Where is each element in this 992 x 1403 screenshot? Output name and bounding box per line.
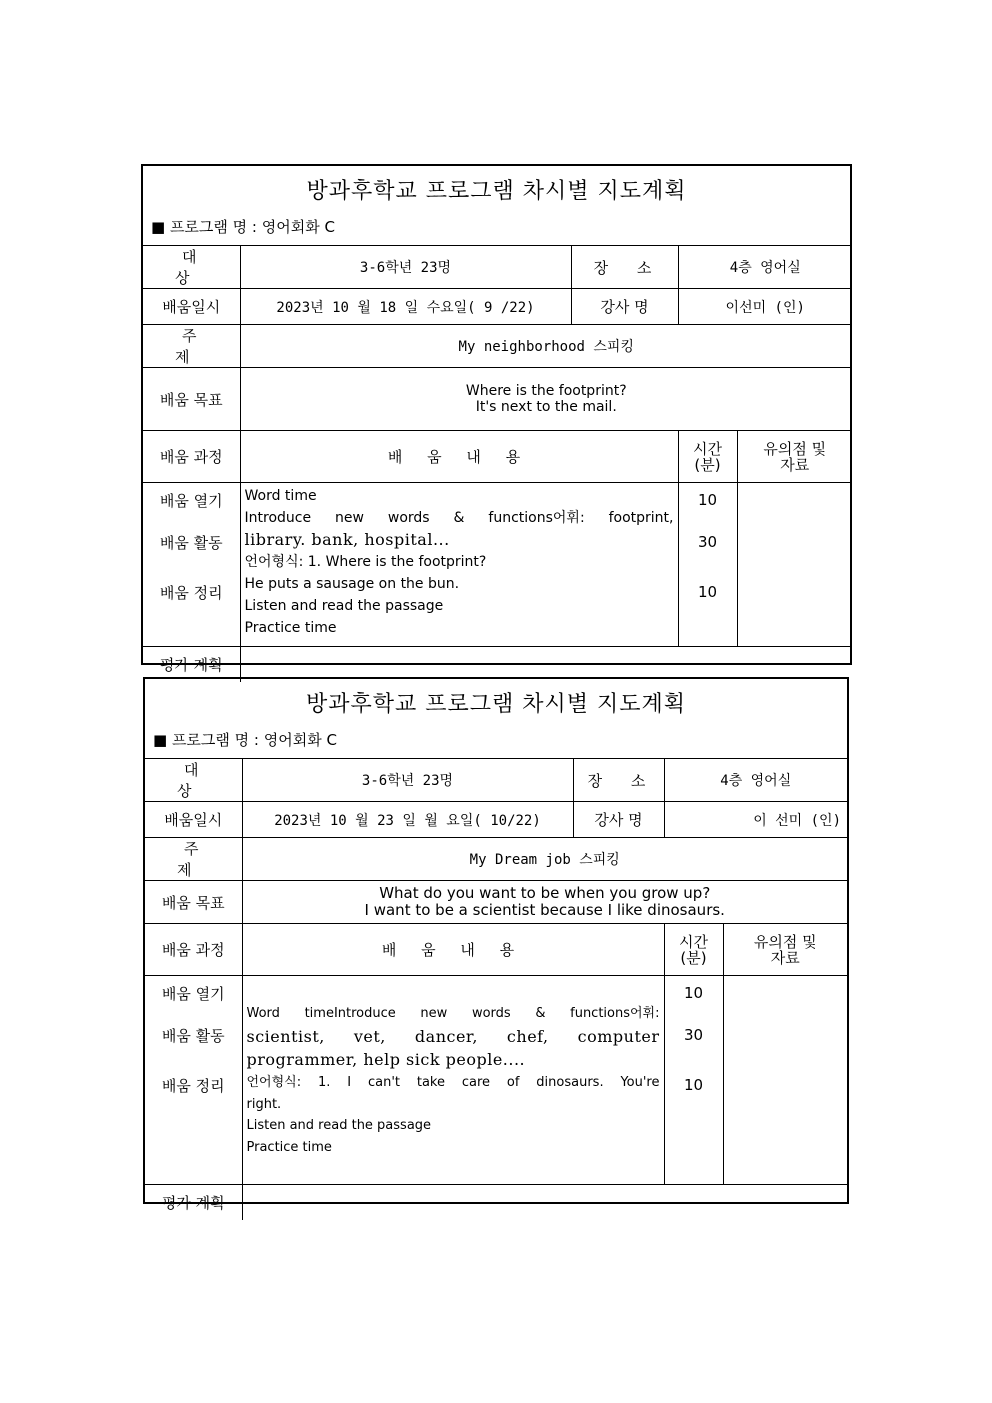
plan-title: 방과후학교 프로그램 차시별 지도계획 <box>305 692 686 717</box>
place-label: 장 소 <box>573 759 664 802</box>
date-label: 배움일시 <box>145 802 242 838</box>
plan-table <box>143 245 852 682</box>
goal-value <box>242 881 847 924</box>
notes-header: 유의점 및 자료 <box>723 924 847 976</box>
teacher-value: 이 선미 (인) <box>664 802 847 838</box>
time-header: 시간 (분) <box>664 924 723 976</box>
time-value: 10 <box>683 984 704 1002</box>
time-value: 10 <box>697 583 718 601</box>
goal-label: 배움 목표 <box>145 881 242 924</box>
target-label: 대 상 <box>145 759 242 802</box>
lesson-plan-2 <box>143 677 849 1212</box>
step-activity: 배움 활동 <box>159 533 223 552</box>
program-name: ■ 프로그램 명 : 영어회화 C <box>153 731 337 749</box>
step-wrapup: 배움 정리 <box>159 583 223 602</box>
eval-label: 평가 계획 <box>143 647 240 682</box>
date-label: 배움일시 <box>143 289 240 325</box>
content-header: 배 움 내 용 <box>240 431 678 483</box>
content-line: Introduce new words & functions어휘: footprint, <box>244 510 674 526</box>
place-value: 4층 영어실 <box>678 246 852 289</box>
notes-cell <box>723 976 847 1185</box>
lesson-content <box>242 976 664 1185</box>
content-line: 언어형식: 1. I can't take care of dinosaurs. You're <box>246 1075 660 1090</box>
goal-value <box>240 368 852 431</box>
topic-value: My Dream job 스피킹 <box>242 838 847 881</box>
goal-line: What do you want to be when you grow up? <box>379 884 711 902</box>
topic-value: My neighborhood 스피킹 <box>240 325 852 368</box>
topic-label: 주 제 <box>143 325 240 368</box>
content-line: Practice time <box>246 1140 332 1155</box>
content-line: library. bank, hospital... <box>244 530 450 549</box>
process-steps <box>143 483 240 647</box>
step-wrapup: 배움 정리 <box>161 1076 225 1095</box>
eval-value <box>242 1185 847 1220</box>
notes-cell <box>737 483 852 647</box>
plan-title: 방과후학교 프로그램 차시별 지도계획 <box>306 179 687 204</box>
lesson-content <box>240 483 678 647</box>
plan-header <box>145 679 847 758</box>
content-line: 언어형식: 1. Where is the footprint? <box>244 554 487 570</box>
program-name: ■ 프로그램 명 : 영어회화 C <box>151 218 335 236</box>
teacher-label: 강사 명 <box>573 802 664 838</box>
teacher-value: 이선미 (인) <box>678 289 852 325</box>
plan-table <box>145 758 847 1220</box>
content-line: Listen and read the passage <box>246 1118 432 1133</box>
content-line: scientist, vet, dancer, chef, computer <box>246 1027 660 1046</box>
time-value: 10 <box>683 1076 704 1094</box>
goal-line: It's next to the mail. <box>475 399 617 415</box>
lesson-plan-1 <box>141 164 852 674</box>
target-value: 3-6학년 23명 <box>242 759 573 802</box>
place-value: 4층 영어실 <box>664 759 847 802</box>
content-line: He puts a sausage on the bun. <box>244 576 460 592</box>
date-value: 2023년 10 월 23 일 월 요일( 10/22) <box>242 802 573 838</box>
time-values <box>664 976 723 1185</box>
content-header: 배 움 내 용 <box>242 924 664 976</box>
eval-label: 평가 계획 <box>145 1185 242 1220</box>
content-line: Practice time <box>244 620 337 636</box>
process-label: 배움 과정 <box>143 431 240 483</box>
place-label: 장 소 <box>571 246 678 289</box>
topic-label: 주 제 <box>145 838 242 881</box>
goal-label: 배움 목표 <box>143 368 240 431</box>
plan-header <box>143 166 850 245</box>
content-line: right. <box>246 1097 282 1112</box>
process-steps <box>145 976 242 1185</box>
content-line: programmer, help sick people.... <box>246 1050 526 1069</box>
teacher-label: 강사 명 <box>571 289 678 325</box>
content-line: Listen and read the passage <box>244 598 444 614</box>
step-opening: 배움 열기 <box>159 491 223 510</box>
time-value: 30 <box>683 1026 704 1044</box>
step-opening: 배움 열기 <box>161 984 225 1003</box>
time-header: 시간 (분) <box>678 431 737 483</box>
goal-line: Where is the footprint? <box>465 383 627 399</box>
process-label: 배움 과정 <box>145 924 242 976</box>
target-value: 3-6학년 23명 <box>240 246 571 289</box>
target-label: 대 상 <box>143 246 240 289</box>
step-activity: 배움 활동 <box>161 1026 225 1045</box>
time-value: 30 <box>697 533 718 551</box>
date-value: 2023년 10 월 18 일 수요일( 9 /22) <box>240 289 571 325</box>
content-line: Word time <box>244 488 317 504</box>
notes-header: 유의점 및 자료 <box>737 431 852 483</box>
time-values <box>678 483 737 647</box>
goal-line: I want to be a scientist because I like dinosaurs. <box>364 901 725 919</box>
content-line: Word timeIntroduce new words & functions어휘: <box>246 1006 660 1021</box>
time-value: 10 <box>697 491 718 509</box>
